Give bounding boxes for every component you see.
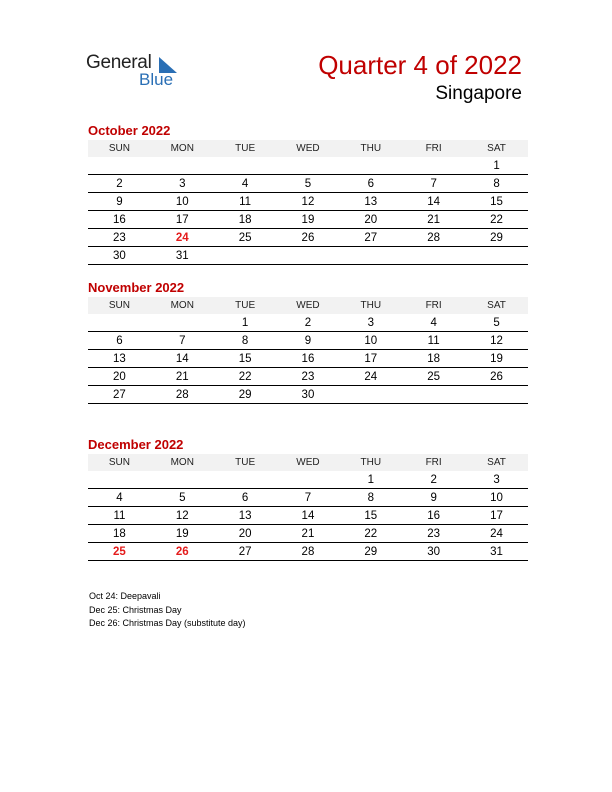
empty-day-cell xyxy=(151,471,214,489)
weekday-header: TUE xyxy=(214,297,277,314)
day-cell: 13 xyxy=(339,193,402,211)
day-cell: 16 xyxy=(402,507,465,525)
day-cell: 23 xyxy=(277,368,340,386)
month-december xyxy=(88,436,528,561)
day-cell: 24 xyxy=(465,525,528,543)
day-cell: 31 xyxy=(151,247,214,265)
empty-day-cell xyxy=(88,471,151,489)
day-cell: 18 xyxy=(214,211,277,229)
week-row xyxy=(88,368,528,386)
empty-day-cell xyxy=(402,247,465,265)
day-cell: 20 xyxy=(88,368,151,386)
day-cell: 4 xyxy=(214,175,277,193)
empty-day-cell xyxy=(214,157,277,175)
day-cell: 22 xyxy=(339,525,402,543)
day-cell: 17 xyxy=(339,350,402,368)
day-cell: 28 xyxy=(277,543,340,561)
calendar-grid xyxy=(88,454,528,561)
day-cell: 6 xyxy=(88,332,151,350)
country-name: Singapore xyxy=(435,83,522,104)
empty-day-cell xyxy=(151,157,214,175)
weekday-header: WED xyxy=(277,140,340,157)
week-row xyxy=(88,386,528,404)
day-cell: 1 xyxy=(339,471,402,489)
weekday-header: TUE xyxy=(214,454,277,471)
day-cell: 9 xyxy=(88,193,151,211)
day-cell: 18 xyxy=(88,525,151,543)
day-cell: 10 xyxy=(151,193,214,211)
empty-day-cell xyxy=(277,247,340,265)
day-cell: 16 xyxy=(88,211,151,229)
weekday-header: MON xyxy=(151,454,214,471)
weekday-header: FRI xyxy=(402,454,465,471)
weekday-header: MON xyxy=(151,297,214,314)
weekday-header: SAT xyxy=(465,297,528,314)
day-cell: 23 xyxy=(88,229,151,247)
empty-day-cell xyxy=(214,247,277,265)
day-cell: 11 xyxy=(402,332,465,350)
day-cell: 22 xyxy=(465,211,528,229)
day-cell: 7 xyxy=(402,175,465,193)
empty-day-cell xyxy=(339,247,402,265)
day-cell: 26 xyxy=(465,368,528,386)
day-cell: 23 xyxy=(402,525,465,543)
day-cell: 8 xyxy=(465,175,528,193)
day-cell: 4 xyxy=(402,314,465,332)
week-row xyxy=(88,507,528,525)
day-cell: 2 xyxy=(277,314,340,332)
day-cell: 21 xyxy=(402,211,465,229)
month-title: November 2022 xyxy=(88,280,185,295)
generalblue-logo xyxy=(86,52,186,90)
week-row xyxy=(88,471,528,489)
week-row xyxy=(88,211,528,229)
empty-day-cell xyxy=(277,471,340,489)
day-cell: 25 xyxy=(88,543,151,561)
day-cell: 17 xyxy=(151,211,214,229)
page-title: Quarter 4 of 2022 xyxy=(318,50,522,80)
empty-day-cell xyxy=(339,157,402,175)
day-cell: 10 xyxy=(339,332,402,350)
day-cell: 11 xyxy=(88,507,151,525)
day-cell: 1 xyxy=(214,314,277,332)
weekday-header: THU xyxy=(339,297,402,314)
day-cell: 7 xyxy=(277,489,340,507)
day-cell: 25 xyxy=(402,368,465,386)
week-row xyxy=(88,489,528,507)
day-cell: 15 xyxy=(214,350,277,368)
month-november xyxy=(88,279,528,404)
day-cell: 3 xyxy=(465,471,528,489)
day-cell: 12 xyxy=(151,507,214,525)
day-cell: 31 xyxy=(465,543,528,561)
day-cell: 19 xyxy=(277,211,340,229)
day-cell: 14 xyxy=(151,350,214,368)
day-cell: 29 xyxy=(214,386,277,404)
holiday-note: Dec 25: Christmas Day xyxy=(89,604,182,615)
holiday-notes xyxy=(89,590,246,631)
week-row xyxy=(88,175,528,193)
day-cell: 28 xyxy=(151,386,214,404)
day-cell: 27 xyxy=(88,386,151,404)
day-cell: 3 xyxy=(151,175,214,193)
day-cell: 8 xyxy=(339,489,402,507)
day-cell: 6 xyxy=(339,175,402,193)
day-cell: 26 xyxy=(151,543,214,561)
week-row xyxy=(88,525,528,543)
day-cell: 21 xyxy=(277,525,340,543)
weekday-header: SUN xyxy=(88,140,151,157)
week-row xyxy=(88,314,528,332)
weekday-header: TUE xyxy=(214,140,277,157)
week-row xyxy=(88,193,528,211)
weekday-header: FRI xyxy=(402,297,465,314)
day-cell: 20 xyxy=(339,211,402,229)
day-cell: 5 xyxy=(277,175,340,193)
weekday-header: THU xyxy=(339,454,402,471)
week-row xyxy=(88,543,528,561)
day-cell: 30 xyxy=(277,386,340,404)
day-cell: 14 xyxy=(402,193,465,211)
holiday-note: Oct 24: Deepavali xyxy=(89,591,161,601)
day-cell: 27 xyxy=(214,543,277,561)
day-cell: 12 xyxy=(277,193,340,211)
week-row xyxy=(88,229,528,247)
day-cell: 11 xyxy=(214,193,277,211)
day-cell: 3 xyxy=(339,314,402,332)
empty-day-cell xyxy=(214,471,277,489)
day-cell: 19 xyxy=(465,350,528,368)
month-title: October 2022 xyxy=(88,123,171,138)
day-cell: 19 xyxy=(151,525,214,543)
day-cell: 21 xyxy=(151,368,214,386)
week-row xyxy=(88,350,528,368)
day-cell: 26 xyxy=(277,229,340,247)
day-cell: 16 xyxy=(277,350,340,368)
month-title: December 2022 xyxy=(88,437,184,452)
empty-day-cell xyxy=(402,157,465,175)
day-cell: 15 xyxy=(339,507,402,525)
day-cell: 17 xyxy=(465,507,528,525)
week-row xyxy=(88,247,528,265)
day-cell: 9 xyxy=(277,332,340,350)
week-row xyxy=(88,332,528,350)
day-cell: 9 xyxy=(402,489,465,507)
empty-day-cell xyxy=(402,386,465,404)
day-cell: 10 xyxy=(465,489,528,507)
weekday-header: WED xyxy=(277,454,340,471)
day-cell: 13 xyxy=(88,350,151,368)
day-cell: 20 xyxy=(214,525,277,543)
calendar-grid xyxy=(88,140,528,265)
day-cell: 24 xyxy=(151,229,214,247)
weekday-header: SAT xyxy=(465,140,528,157)
day-cell: 25 xyxy=(214,229,277,247)
day-cell: 28 xyxy=(402,229,465,247)
weekday-header: SUN xyxy=(88,297,151,314)
logo-text-blue: Blue xyxy=(139,70,174,89)
day-cell: 27 xyxy=(339,229,402,247)
day-cell: 15 xyxy=(465,193,528,211)
day-cell: 5 xyxy=(465,314,528,332)
day-cell: 7 xyxy=(151,332,214,350)
day-cell: 24 xyxy=(339,368,402,386)
weekday-header: MON xyxy=(151,140,214,157)
day-cell: 12 xyxy=(465,332,528,350)
weekday-header: WED xyxy=(277,297,340,314)
empty-day-cell xyxy=(88,157,151,175)
empty-day-cell xyxy=(465,247,528,265)
day-cell: 8 xyxy=(214,332,277,350)
empty-day-cell xyxy=(465,386,528,404)
logo-text-general: General xyxy=(86,52,152,73)
day-cell: 29 xyxy=(465,229,528,247)
day-cell: 18 xyxy=(402,350,465,368)
empty-day-cell xyxy=(277,157,340,175)
empty-day-cell xyxy=(88,314,151,332)
weekday-header: FRI xyxy=(402,140,465,157)
weekday-header: THU xyxy=(339,140,402,157)
week-row xyxy=(88,157,528,175)
day-cell: 4 xyxy=(88,489,151,507)
day-cell: 5 xyxy=(151,489,214,507)
day-cell: 30 xyxy=(402,543,465,561)
day-cell: 6 xyxy=(214,489,277,507)
weekday-header: SUN xyxy=(88,454,151,471)
day-cell: 2 xyxy=(402,471,465,489)
holiday-note: Dec 26: Christmas Day (substitute day) xyxy=(89,618,246,628)
day-cell: 13 xyxy=(214,507,277,525)
day-cell: 29 xyxy=(339,543,402,561)
empty-day-cell xyxy=(151,314,214,332)
day-cell: 14 xyxy=(277,507,340,525)
day-cell: 1 xyxy=(465,157,528,175)
day-cell: 2 xyxy=(88,175,151,193)
empty-day-cell xyxy=(339,386,402,404)
calendar-grid xyxy=(88,297,528,404)
weekday-header: SAT xyxy=(465,454,528,471)
month-october xyxy=(88,122,528,265)
day-cell: 30 xyxy=(88,247,151,265)
day-cell: 22 xyxy=(214,368,277,386)
